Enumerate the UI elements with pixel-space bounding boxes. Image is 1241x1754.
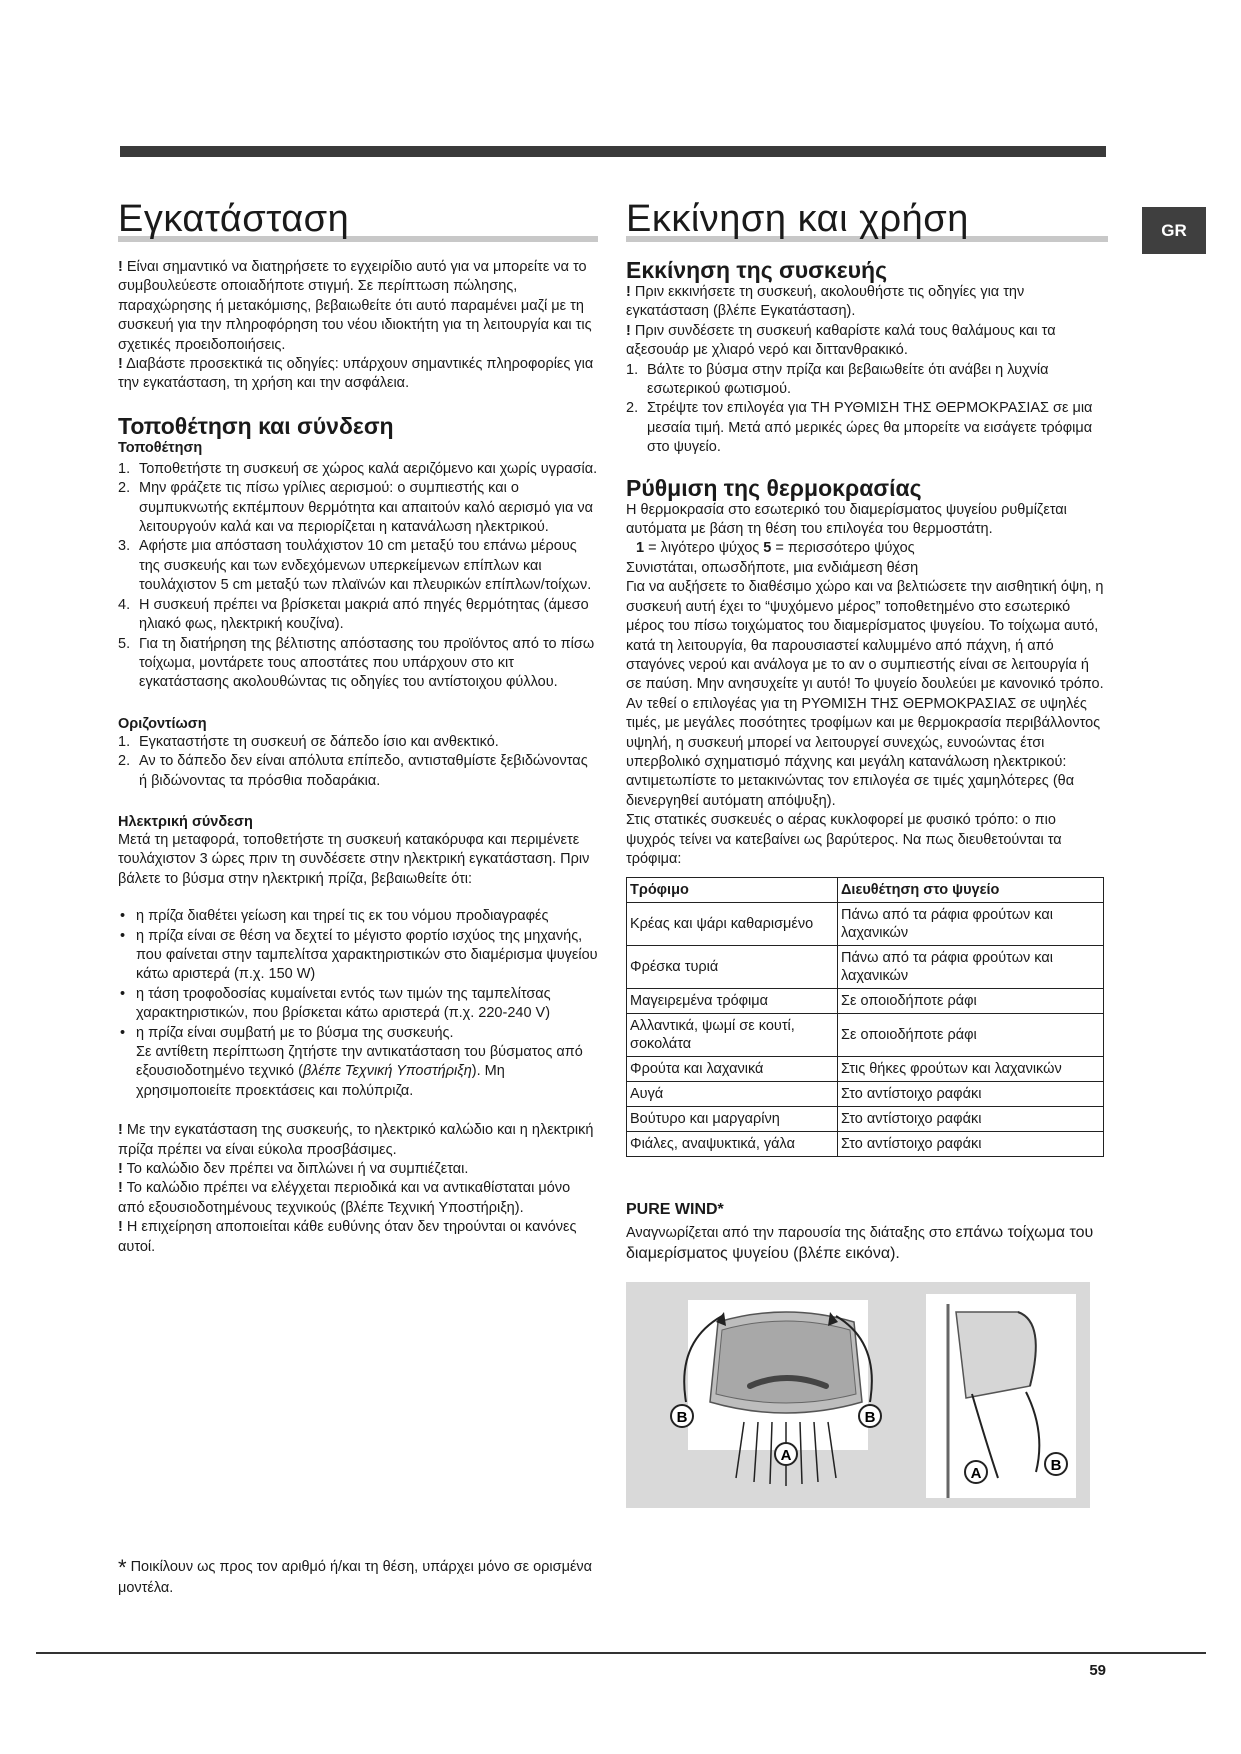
temperature-paragraph: Για να αυξήσετε το διαθέσιμο χώρο και να βελτιώσετε την αισθητική όψη, η συσκευή αυτή έχει το “ψυχόμενο μέρος” τοποθετημένο στο εσωτερικό μέρος του πίσω τοιχώματος του διαμερίσματος ψυγείου. Το τοίχωμα αυτό, κατά τη λειτουργία, θα παρουσιαστεί καλυμμένο από πάχνη, ή από σταγόνες νερού και ανάλογα με το αν ο συμπιεστής είναι σε λειτουργία ή σε παύση. Μην ανησυχείτε γι αυτό! Το ψυγείο δουλεύει με κανονικό τρόπο. [626,579,1104,693]
table-header: Διευθέτηση στο ψυγείο [838,878,1104,903]
startup-column [626,198,1106,1508]
electric-checklist [118,907,598,1043]
pure-wind-diagram [626,1282,1090,1508]
table-header-row [627,878,1104,903]
list-item: • η τάση τροφοδοσίας κυμαίνεται εντός των τιμών της ταμπελίτσας χαρακτηριστικών, που βρίσκεται κάτω αριστερά (π.χ. 220-240 V) [120,985,551,1022]
placement-list [118,460,598,693]
table-row [627,1132,1104,1157]
table-row [627,1057,1104,1082]
temperature-heading: Ρύθμιση της θερμοκρασίας [626,474,922,501]
table-cell: Μαγειρεμένα τρόφιμα [627,989,838,1014]
table-cell: Αλλαντικά, ψωμί σε κουτί, σοκολάτα [627,1014,838,1057]
header-rule [120,146,1106,157]
leveling-subheading: Οριζοντίωση [118,715,207,732]
list-item: 4. Η συσκευή πρέπει να βρίσκεται μακριά από πηγές θερμότητας (άμεσο ηλιακό φως, ηλεκτρική κουζίνα). [118,596,589,633]
list-item: 1. Βάλτε το βύσμα στην πρίζα και βεβαιωθείτε ότι ανάβει η λυχνία εσωτερικού φωτισμού. [626,361,1049,398]
installation-column [118,198,598,1257]
pure-wind-heading: PURE WIND* [626,1201,724,1219]
list-item: 1. Εγκαταστήστε τη συσκευή σε δάπεδο ίσιο και ανθεκτικό. [118,733,499,750]
pure-wind-paragraph: Αναγνωρίζεται από την παρουσία της διάταξης στο επάνω τοίχωμα του διαμερίσματος ψυγείου (βλέπε εικόνα). [626,1224,1094,1262]
list-item: • η πρίζα διαθέτει γείωση και τηρεί τις εκ του νόμου προδιαγραφές [120,908,549,925]
footer-rule [36,1652,1206,1654]
temperature-paragraph: Η θερμοκρασία στο εσωτερικό του διαμερίσματος ψυγείου ρυθμίζεται αυτόματα με βάση τη θέση του επιλογέα του θερμοστάτη. [626,501,1067,538]
table-row [627,903,1104,946]
table-row [627,1082,1104,1107]
table-cell: Στις θήκες φρούτων και λαχανικών [838,1057,1104,1082]
installation-intro [118,258,598,394]
fan-unit-front [671,1300,881,1486]
table-row [627,946,1104,989]
list-item: • η πρίζα είναι σε θέση να δεχτεί το μέγιστο φορτίο ισχύος της μηχανής, που φαίνεται στην ταμπελίτσα χαρακτηριστικών στο διαμέρισμα ψυγείου κάτω αριστερά (π.χ. 150 W) [120,927,598,983]
page-number: 59 [1089,1662,1106,1679]
table-cell: Σε οποιοδήποτε ράφι [838,989,1104,1014]
electric-paragraph: Μετά τη μεταφορά, τοποθετήστε τη συσκευή κατακόρυφα και περιμένετε τουλάχιστον 3 ώρες πριν τη συνδέσετε στην ηλεκτρική εγκατάσταση. Πριν βάλετε το βύσμα στην ηλεκτρική πρίζα, βεβαιωθείτε ότι: [118,831,590,887]
installation-title: Εγκατάσταση [118,198,598,242]
table-header: Τρόφιμο [627,878,838,903]
label-b: B [676,1409,688,1427]
start-list [626,361,1106,458]
table-cell: Στο αντίστοιχο ραφάκι [838,1082,1104,1107]
start-note: ! Πριν εκκινήσετε τη συσκευή, ακολουθήστε τις οδηγίες για την εγκατάσταση (βλέπε Εγκατάσταση). [626,284,1025,320]
startup-title: Εκκίνηση και χρήση [626,198,1108,242]
footnote [118,1557,598,1598]
label-b: B [1050,1457,1062,1475]
warning-paragraph: ! Το καλώδιο δεν πρέπει να διπλώνει ή να συμπιέζεται. [118,1161,469,1178]
table-cell: Φρούτα και λαχανικά [627,1057,838,1082]
temperature-paragraph: Στις στατικές συσκευές ο αέρας κυκλοφορεί με φυσικό τρόπο: ο πιο ψυχρός τείνει να κατεβαίνει ως βαρύτερος. Να πως διευθετούνται τα τρόφιμα: [626,812,1062,867]
footnote-asterisk: * [118,1555,127,1580]
table-cell: Κρέας και ψάρι καθαρισμένο [627,903,838,946]
start-appliance-heading: Εκκίνηση της συσκευής [626,257,888,283]
table-cell: Φρέσκα τυριά [627,946,838,989]
temperature-scale: 1 = λιγότερο ψύχος 5 = περισσότερο ψύχος [636,540,915,557]
intro-paragraph: ! Είναι σημαντικό να διατηρήσετε το εγχειρίδιο αυτό για να μπορείτε να το συμβουλεύεστε οποιαδήποτε στιγμή. Σε περίπτωση πώλησης, παραχώρησης ή μετακόμισης, βεβαιωθείτε ότι αυτό παραμένει μαζί με τη συσκευή για την πληροφόρηση του νέου ιδιοκτήτη για τη λειτουργία και τις σχετικές προειδοποιήσεις. [118,259,592,353]
pure-wind-illustration [626,1282,1090,1508]
list-item: 5. Για τη διατήρηση της βέλτιστης απόστασης του προϊόντος από το πίσω τοίχωμα, μοντάρετε τους αποστάτες που υπάρχουν στο κιτ εγκατάστασης ακολουθώντας τις οδηγίες του αντίστοιχου φύλλου. [118,635,595,691]
table-cell: Στο αντίστοιχο ραφάκι [838,1107,1104,1132]
language-tab: GR [1142,207,1206,254]
leveling-list [118,733,598,791]
table-cell: Πάνω από τα ράφια φρούτων και λαχανικών [838,903,1104,946]
warning-paragraph: ! Το καλώδιο πρέπει να ελέγχεται περιοδικά και να αντικαθίσταται μόνο από εξουσιοδοτημένους τεχνικούς (βλέπε Τεχνική Υποστήριξη). [118,1180,571,1216]
cable-warnings [118,1121,598,1257]
list-item: • η πρίζα είναι συμβατή με το βύσμα της συσκευής. [120,1024,454,1041]
table-cell: Βούτυρο και μαργαρίνη [627,1107,838,1132]
food-placement-table [626,877,1104,1157]
table-cell: Πάνω από τα ράφια φρούτων και λαχανικών [838,946,1104,989]
plug-replacement-note: Σε αντίθετη περίπτωση ζητήστε την αντικατάσταση του βύσματος από εξουσιοδοτημένο τεχνικό (βλέπε Τεχνική Υποστήριξη). Μη χρησιμοποιείτε προεκτάσεις και πολύπριζα. [136,1044,583,1099]
footnote-text: Ποικίλουν ως προς τον αριθμό ή/και τη θέση, υπάρχει μόνο σε ορισμένα μοντέλα. [118,1559,593,1596]
label-b: B [864,1409,876,1427]
start-note: ! Πριν συνδέσετε τη συσκευή καθαρίστε καλά τους θαλάμους και τα αξεσουάρ με χλιαρό νερό και διττανθρακικό. [626,322,1056,359]
fan-unit-side [926,1294,1076,1498]
table-cell: Φιάλες, αναψυκτικά, γάλα [627,1132,838,1157]
placement-heading: Τοποθέτηση και σύνδεση [118,412,394,439]
temperature-paragraph: Συνιστάται, οπωσδήποτε, μια ενδιάμεση θέση [626,559,919,576]
table-cell: Σε οποιοδήποτε ράφι [838,1014,1104,1057]
table-cell: Στο αντίστοιχο ραφάκι [838,1132,1104,1157]
placement-subheading: Τοποθέτηση [118,439,203,456]
table-row [627,1014,1104,1057]
list-item: 3. Αφήστε μια απόσταση τουλάχιστον 10 cm μεταξύ του επάνω μέρους της συσκευής και των ενδεχόμενων υπερκείμενων επίπλων και τουλάχιστον 5 cm μεταξύ των πλαϊνών και πλευρικών επίπλων/τοίχων. [118,538,592,594]
table-row [627,989,1104,1014]
temperature-paragraph: Αν τεθεί ο επιλογέας για τη ΡΥΘΜΙΣΗ ΤΗΣ ΘΕΡΜΟΚΡΑΣΙΑΣ σε υψηλές τιμές, με μεγάλες ποσότητες τροφίμων και με θερμοκρασία περιβάλλοντος υψηλή, η συσκευή μπορεί να λειτουργεί συνεχώς, ευνοώντας έτσι υπερβολικό σχηματισμό πάχνης και μεγάλη κατανάλωση ηλεκτρικού: αντιμετωπίστε το μετακινώντας τον επιλογέα σε τιμές χαμηλότερες (θα διενεργηθεί αυτόματη απόψυξη). [626,695,1101,809]
table-cell: Αυγά [627,1082,838,1107]
warning-paragraph: ! Με την εγκατάσταση της συσκευής, το ηλεκτρικό καλώδιο και η ηλεκτρική πρίζα πρέπει να είναι εύκολα προσβάσιμες. [118,1122,594,1158]
electric-subheading: Ηλεκτρική σύνδεση [118,813,253,830]
list-item: 2. Μην φράζετε τις πίσω γρίλιες αερισμού: ο συμπιεστής και ο συμπυκνωτής εκπέμπουν θερμότητα και απαιτούν καλό αερισμό για να λειτουργούν καλά και να περιορίζεται η κατανάλωση ηλεκτρικού. [118,480,594,536]
list-item: 2. Αν το δάπεδο δεν είναι απόλυτα επίπεδο, αντισταθμίστε ξεβιδώνοντας ή βιδώνοντας τα πρόσθια ποδαράκια. [118,753,588,789]
table-row [627,1107,1104,1132]
label-a: A [970,1465,982,1483]
list-item: 1. Τοποθετήστε τη συσκευή σε χώρος καλά αεριζόμενο και χωρίς υγρασία. [118,460,598,477]
warning-paragraph: ! Η επιχείρηση αποποιείται κάθε ευθύνης όταν δεν τηρούνται οι κανόνες αυτοί. [118,1219,577,1255]
list-item: 2. Στρέψτε τον επιλογέα για ΤΗ ΡΥΘΜΙΣΗ ΤΗΣ ΘΕΡΜΟΚΡΑΣΙΑΣ σε μια μεσαία τιμή. Μετά από μερικές ώρες θα μπορείτε να εισάγετε τρόφιμα στο ψυγείο. [626,400,1093,456]
label-a: A [780,1447,792,1465]
intro-paragraph: ! Διαβάστε προσεκτικά τις οδηγίες: υπάρχουν σημαντικές πληροφορίες για την εγκατάσταση, τη χρήση και την ασφάλεια. [118,356,594,392]
